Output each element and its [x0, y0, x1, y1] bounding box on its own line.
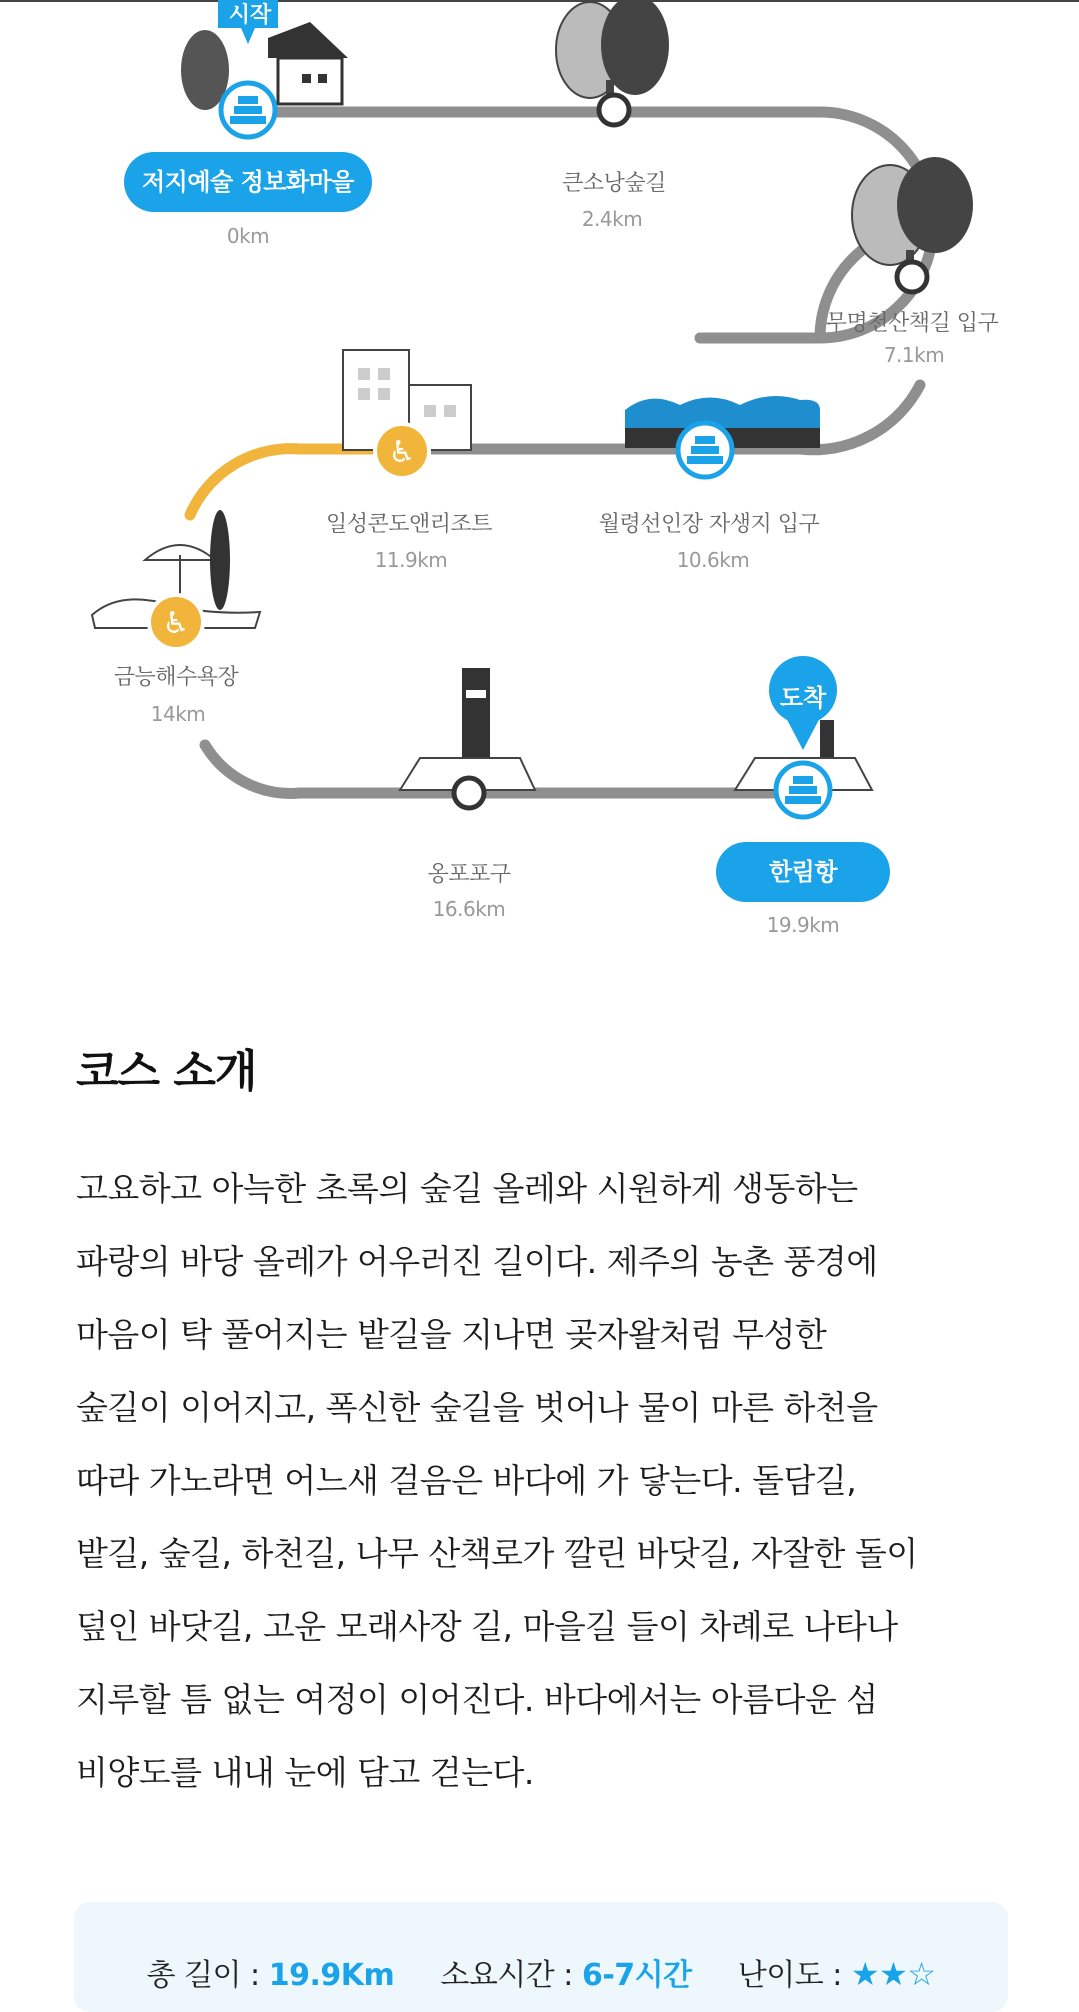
stop-distance: 19.9km: [766, 913, 840, 937]
route-illustration: [0, 0, 1079, 960]
stop-distance: 7.1km: [883, 343, 945, 367]
description-line: 비양도를 내내 눈에 담고 걷는다.: [76, 1753, 534, 1792]
stop-name-pill[interactable]: 저지예술 정보화마을: [124, 152, 372, 212]
svg-text:♿: ♿: [388, 435, 416, 470]
stop-distance: 10.6km: [676, 548, 750, 572]
course-map: [0, 0, 1079, 960]
stop-name: 무명천산책길 입구: [825, 311, 999, 336]
stop-name: 큰소낭숲길: [562, 171, 666, 196]
difficulty-label: 난이도 :: [737, 1958, 842, 1993]
stop-distance: 0km: [226, 224, 270, 248]
description-line: 따라 가노라면 어느새 걸음은 바다에 가 닿는다. 돌담길,: [76, 1461, 857, 1500]
course-description: [76, 1152, 1016, 1809]
stop-distance: 11.9km: [374, 548, 448, 572]
course-info-row: [74, 1950, 1008, 1994]
description-line: 마음이 탁 풀어지는 밭길을 지나면 곶자왈처럼 무성한: [76, 1315, 827, 1354]
time-label: 소요시간 :: [440, 1958, 573, 1993]
stop-marker-4: [678, 423, 732, 477]
description-line: 숲길이 이어지고, 폭신한 숲길을 벗어나 물이 마른 하천을: [76, 1388, 878, 1427]
wheelchair-icon: [149, 595, 203, 649]
description-line: 밭길, 숲길, 하천길, 나무 산책로가 깔린 바닷길, 자잘한 돌이: [76, 1534, 918, 1573]
tree-illustration-2: [852, 157, 973, 274]
description-line: 파랑의 바당 올레가 어우러진 길이다. 제주의 농촌 풍경에: [76, 1242, 878, 1281]
stop-name: 옹포포구: [427, 862, 511, 887]
description-line: 지루할 틈 없는 여정이 이어진다. 바다에서는 아름다운 섬: [76, 1680, 878, 1719]
section-title: 코스 소개: [76, 1046, 257, 1097]
difficulty-stars-icon: ★★☆: [850, 1955, 936, 1993]
end-tag: 도착: [779, 684, 827, 712]
description-line: 덮인 바닷길, 고운 모래사장 길, 마을길 들이 차례로 나타나: [76, 1607, 898, 1646]
length-label: 총 길이 :: [146, 1958, 260, 1993]
stop-marker-7: [454, 778, 484, 808]
stop-marker-3: [897, 262, 927, 292]
stop-name: 금능해수욕장: [113, 665, 239, 690]
wheelchair-icon: [375, 424, 429, 478]
lighthouse-illustration: [400, 668, 535, 790]
course-info-box: [74, 1902, 1008, 2012]
stop-name-pill[interactable]: 한림항: [716, 842, 890, 902]
start-tag: 시작: [228, 3, 272, 28]
stop-distance: 14km: [150, 702, 206, 726]
time-value: 6-7시간: [581, 1958, 692, 1993]
stop-name: 월령선인장 자생지 입구: [598, 512, 820, 537]
stop-name: 일성콘도앤리조트: [325, 512, 493, 537]
stop-distance: 16.6km: [432, 897, 506, 921]
length-value: 19.9Km: [268, 1958, 395, 1993]
description-line: 고요하고 아늑한 초록의 숲길 올레와 시원하게 생동하는: [76, 1169, 858, 1208]
stop-distance: 2.4km: [581, 207, 643, 231]
stop-marker-2: [599, 95, 629, 125]
svg-text:♿: ♿: [162, 606, 190, 641]
